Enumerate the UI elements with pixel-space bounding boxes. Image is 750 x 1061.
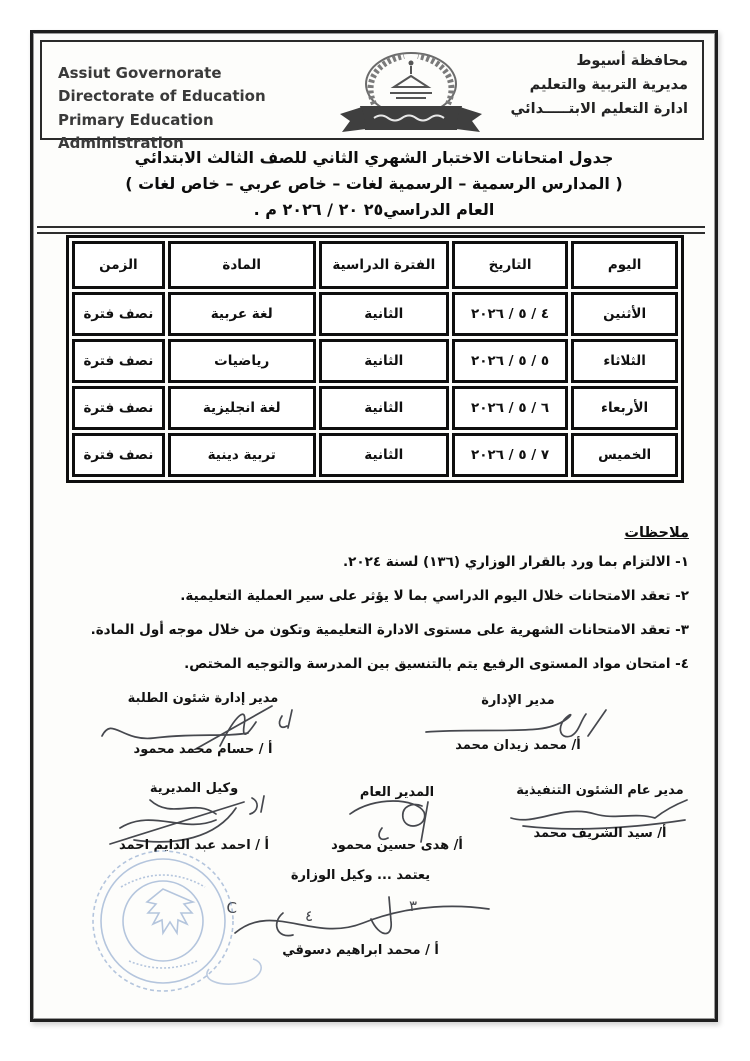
signature-name: أ/ سيد الشريف محمد xyxy=(533,826,667,841)
cell-period: الثانية xyxy=(319,433,449,477)
pen-mark: C xyxy=(226,899,237,917)
signature-block-general-director xyxy=(311,785,483,853)
letterhead xyxy=(40,40,704,152)
notes-heading: ملاحظات xyxy=(624,525,689,541)
col-time: الزمن xyxy=(72,241,165,289)
note-item: ٤- امتحان مواد المستوى الرفيع يتم بالتنسيق بين المدرسة والتوجيه المختص. xyxy=(184,656,689,672)
approval-title: يعتمد ... وكيل الوزارة xyxy=(290,868,431,883)
cell-period: الثانية xyxy=(319,339,449,383)
signature-block-executive-affairs xyxy=(495,783,705,841)
col-subject: المادة xyxy=(168,241,316,289)
cell-time: نصف فترة xyxy=(72,386,165,430)
cell-day: الخميس xyxy=(571,433,678,477)
signature-block-student-affairs xyxy=(91,691,315,757)
cell-day: الأثنين xyxy=(571,292,678,336)
title-line-3: العام الدراسي٢٥ ٢٠ / ٢٠٢٦ م . xyxy=(253,200,495,219)
double-rule-divider xyxy=(37,226,705,234)
col-day: اليوم xyxy=(571,241,678,289)
pen-mark: ٣ xyxy=(408,897,417,915)
signature-scribble-icon xyxy=(221,877,501,951)
table-header-row xyxy=(72,241,678,289)
signature-title: مدير إدارة شئون الطلبة xyxy=(127,691,279,706)
title-line-2: ( المدارس الرسمية – الرسمية لغات – خاص عربي – خاص لغات ) xyxy=(125,174,623,193)
cell-day: الثلاثاء xyxy=(571,339,678,383)
english-line-2: Directorate of Education xyxy=(58,87,266,106)
cell-subject: لغة عربية xyxy=(168,292,316,336)
letterhead-logo-area xyxy=(323,42,499,138)
cell-period: الثانية xyxy=(319,292,449,336)
stray-ink-mark-icon xyxy=(183,945,273,1005)
signature-title: مدير الإدارة xyxy=(481,693,555,708)
note-item: ١- الالتزام بما ورد بالقرار الوزاري (١٣٦) لسنة ٢٠٢٤. xyxy=(342,554,689,570)
letterhead-english xyxy=(42,42,323,152)
cell-subject: رياضيات xyxy=(168,339,316,383)
cell-day: الأربعاء xyxy=(571,386,678,430)
signature-title: مدير عام الشئون التنفيذية xyxy=(516,783,684,798)
cell-date: ٦ / ٥ / ٢٠٢٦ xyxy=(452,386,568,430)
cell-date: ٧ / ٥ / ٢٠٢٦ xyxy=(452,433,568,477)
cell-subject: تربية دينية xyxy=(168,433,316,477)
approval-name: أ / محمد ابراهيم دسوقي xyxy=(282,943,439,958)
cell-time: نصف فترة xyxy=(72,339,165,383)
table-row xyxy=(72,292,678,336)
table-row xyxy=(72,339,678,383)
cell-period: الثانية xyxy=(319,386,449,430)
arabic-line-2: مديرية التربية والتعليم xyxy=(529,76,688,93)
table-row xyxy=(72,386,678,430)
signature-title: وكيل المديرية xyxy=(149,781,239,796)
ministry-emblem-icon xyxy=(332,46,490,146)
note-item: ٣- تعقد الامتحانات الشهرية على مستوى الادارة التعليمية وتكون من خلال موجه أول المادة. xyxy=(90,622,689,638)
letterhead-arabic xyxy=(499,42,702,138)
note-item: ٢- تعقد الامتحانات خلال اليوم الدراسي بما لا يؤثر على سير العملية التعليمية. xyxy=(180,588,689,604)
cell-date: ٤ / ٥ / ٢٠٢٦ xyxy=(452,292,568,336)
exam-schedule-table xyxy=(66,235,684,483)
col-date: التاريخ xyxy=(452,241,568,289)
cell-time: نصف فترة xyxy=(72,433,165,477)
signature-name: أ / احمد عبد الدايم احمد xyxy=(118,838,269,853)
cell-date: ٥ / ٥ / ٢٠٢٦ xyxy=(452,339,568,383)
signature-title: المدير العام xyxy=(359,785,435,800)
table-row xyxy=(72,433,678,477)
signature-name: أ/ هدى حسين محمود xyxy=(331,838,463,853)
arabic-line-1: محافظة أسيوط xyxy=(576,53,688,69)
title-line-1: جدول امتحانات الاختبار الشهري الثاني للصف الثالث الابتدائي xyxy=(134,148,614,167)
cell-subject: لغة انجليزية xyxy=(168,386,316,430)
signature-name: أ/ محمد زيدان محمد xyxy=(455,738,581,753)
signature-name: أ / حسام محمد محمود xyxy=(133,742,273,757)
pen-mark: ٤ xyxy=(304,907,313,925)
document-title xyxy=(33,145,715,223)
col-period: الفترة الدراسية xyxy=(319,241,449,289)
arabic-line-3: ادارة التعليم الابتـــــدائي xyxy=(510,100,688,117)
signature-block-admin-director xyxy=(413,693,623,753)
cell-time: نصف فترة xyxy=(72,292,165,336)
scanned-document-page xyxy=(30,30,718,1022)
notes-section xyxy=(59,525,689,689)
english-line-1: Assiut Governorate xyxy=(58,64,222,82)
english-line-3: Primary Education Administration xyxy=(58,110,214,152)
